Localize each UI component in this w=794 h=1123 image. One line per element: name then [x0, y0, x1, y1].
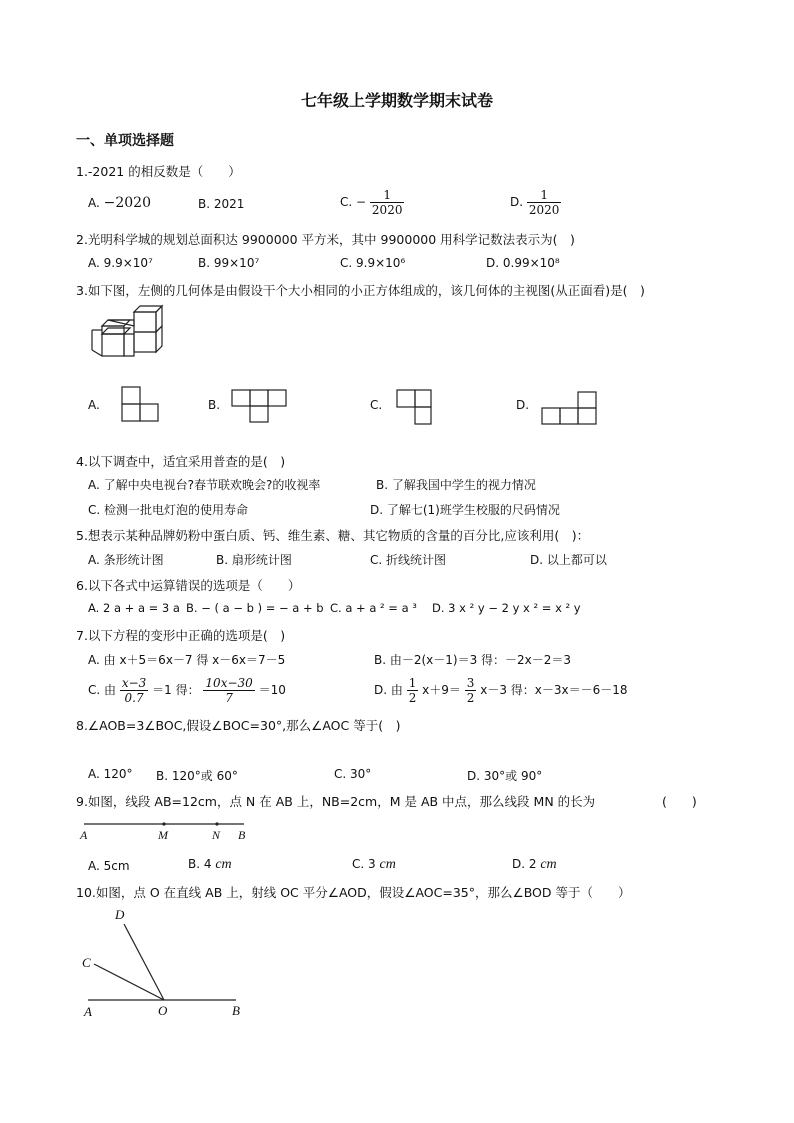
point-label-c: C — [82, 955, 91, 970]
question-4-stem: 4.以下调查中，适宜采用普查的是( ) — [76, 454, 286, 469]
question-7-option-a: A. 由 x＋5＝6x－7 得 x－6x＝7－5 — [88, 653, 286, 667]
point-label-a: A — [80, 828, 88, 842]
question-2-stem: 2.光明科学城的规划总面积达 9900000 平方米，其中 9900000 用科学记数法表示为( ) — [76, 232, 575, 247]
fraction: $\frac{10x-30}{7}$ — [205, 676, 253, 705]
question-9-answer-paren: ( ) — [662, 794, 697, 809]
fraction: $\frac{x-3}{0.7}$ — [121, 676, 147, 705]
question-4-option-b: B. 了解我国中学生的视力情况 — [376, 478, 536, 492]
question-1-stem: 1.-2021 的相反数是（ ） — [76, 164, 241, 179]
question-1-option-c: C. − $\frac{1}{2020}$ — [340, 188, 403, 217]
question-1-option-a: A. −2020 — [88, 195, 151, 211]
question-6-stem: 6.以下各式中运算错误的选项是（ ） — [76, 578, 301, 593]
question-10-stem: 10.如图，点 O 在直线 AB 上，射线 OC 平分∠AOD，假设∠AOC=35°，那么∠BOD 等于（ ） — [76, 885, 631, 900]
front-view-c — [395, 388, 435, 426]
question-9-option-c: C. 3 cm — [352, 857, 396, 872]
question-9-option-d: D. 2 cm — [512, 857, 557, 872]
point-label-a: A — [84, 1004, 92, 1019]
question-7-option-d: D. 由 $\frac{1}{2}$ x＋9＝ $\frac{3}{2}$ x－3 得：x－3x＝－6－18 — [374, 676, 628, 705]
question-5-option-a: A. 条形统计图 — [88, 553, 164, 567]
question-2-option-c: C. 9.9×10⁶ — [340, 256, 406, 270]
point-label-b: B — [238, 828, 246, 842]
question-7-stem: 7.以下方程的变形中正确的选项是( ) — [76, 628, 286, 643]
question-6-option-c: C. a + a ² = a ³ — [330, 601, 417, 615]
question-4-option-a: A. 了解中央电视台?春节联欢晚会?的收视率 — [88, 478, 321, 492]
front-view-d — [540, 390, 600, 426]
question-4-option-d: D. 了解七(1)班学生校服的尺码情况 — [370, 503, 560, 517]
question-8-option-c: C. 30° — [334, 767, 372, 781]
question-3-option-b: B. — [208, 398, 221, 412]
fraction: $\frac{1}{2}$ — [408, 676, 417, 705]
question-2-option-a: A. 9.9×10⁷ — [88, 256, 153, 270]
question-5-option-d: D. 以上都可以 — [530, 553, 607, 567]
point-label-b: B — [232, 1003, 240, 1018]
point-label-d: D — [115, 907, 125, 922]
question-1-option-b: B. 2021 — [198, 197, 245, 211]
question-9-option-b: B. 4 cm — [188, 857, 232, 872]
fraction: $\frac{1}{2020}$ — [528, 188, 560, 217]
front-view-b — [230, 388, 288, 424]
question-9-option-a: A. 5cm — [88, 859, 130, 873]
point-label-o: O — [158, 1003, 168, 1018]
question-8-stem: 8.∠AOB=3∠BOC,假设∠BOC=30°,那么∠AOC 等于( ) — [76, 718, 401, 733]
angle-diagram — [86, 916, 246, 1006]
question-8-option-a: A. 120° — [88, 767, 133, 781]
question-5-option-b: B. 扇形统计图 — [216, 553, 292, 567]
question-9-stem: 9.如图，线段 AB=12cm，点 N 在 AB 上，NB=2cm，M 是 AB 中点，那么线段 MN 的长为 — [76, 794, 596, 809]
question-8-option-d: D. 30°或 90° — [467, 769, 543, 783]
question-2-option-b: B. 99×10⁷ — [198, 256, 260, 270]
point-label-m: M — [158, 828, 168, 842]
question-3-option-c: C. — [370, 398, 383, 412]
question-7-option-b: B. 由－2(x－1)＝3 得：－2x－2＝3 — [374, 653, 572, 667]
question-5-option-c: C. 折线统计图 — [370, 553, 447, 567]
question-6-option-a: A. 2 a + a = 3 a — [88, 601, 180, 615]
question-6-option-b: B. − ( a − b ) = − a + b — [186, 601, 324, 615]
question-6-option-d: D. 3 x ² y − 2 y x ² = x ² y — [432, 601, 581, 615]
question-8-option-b: B. 120°或 60° — [156, 769, 238, 783]
question-7-option-c: C. 由 $\frac{x-3}{0.7}$ ＝1 得： $\frac{10x-30}{7}$ ＝10 — [88, 676, 286, 705]
question-3-option-a: A. — [88, 398, 100, 412]
question-1-option-d: D. $\frac{1}{2020}$ — [510, 188, 560, 217]
fraction: $\frac{3}{2}$ — [466, 676, 475, 705]
cube-solid-figure — [88, 302, 168, 362]
point-label-n: N — [212, 828, 221, 842]
question-3-option-d: D. — [516, 398, 530, 412]
question-5-stem: 5.想表示某种品牌奶粉中蛋白质、钙、维生素、糖、其它物质的含量的百分比,应该利用( )： — [76, 528, 590, 543]
front-view-a — [120, 385, 160, 423]
section-heading: 一、单项选择题 — [76, 133, 174, 149]
question-3-stem: 3.如下图，左侧的几何体是由假设干个大小相同的小正方体组成的，该几何体的主视图(从正面看)是( ) — [76, 283, 645, 298]
question-4-option-c: C. 检测一批电灯泡的使用寿命 — [88, 503, 249, 517]
page-title: 七年级上学期数学期末试卷 — [300, 91, 493, 110]
fraction: $\frac{1}{2020}$ — [371, 188, 403, 217]
question-2-option-d: D. 0.99×10⁸ — [486, 256, 560, 270]
